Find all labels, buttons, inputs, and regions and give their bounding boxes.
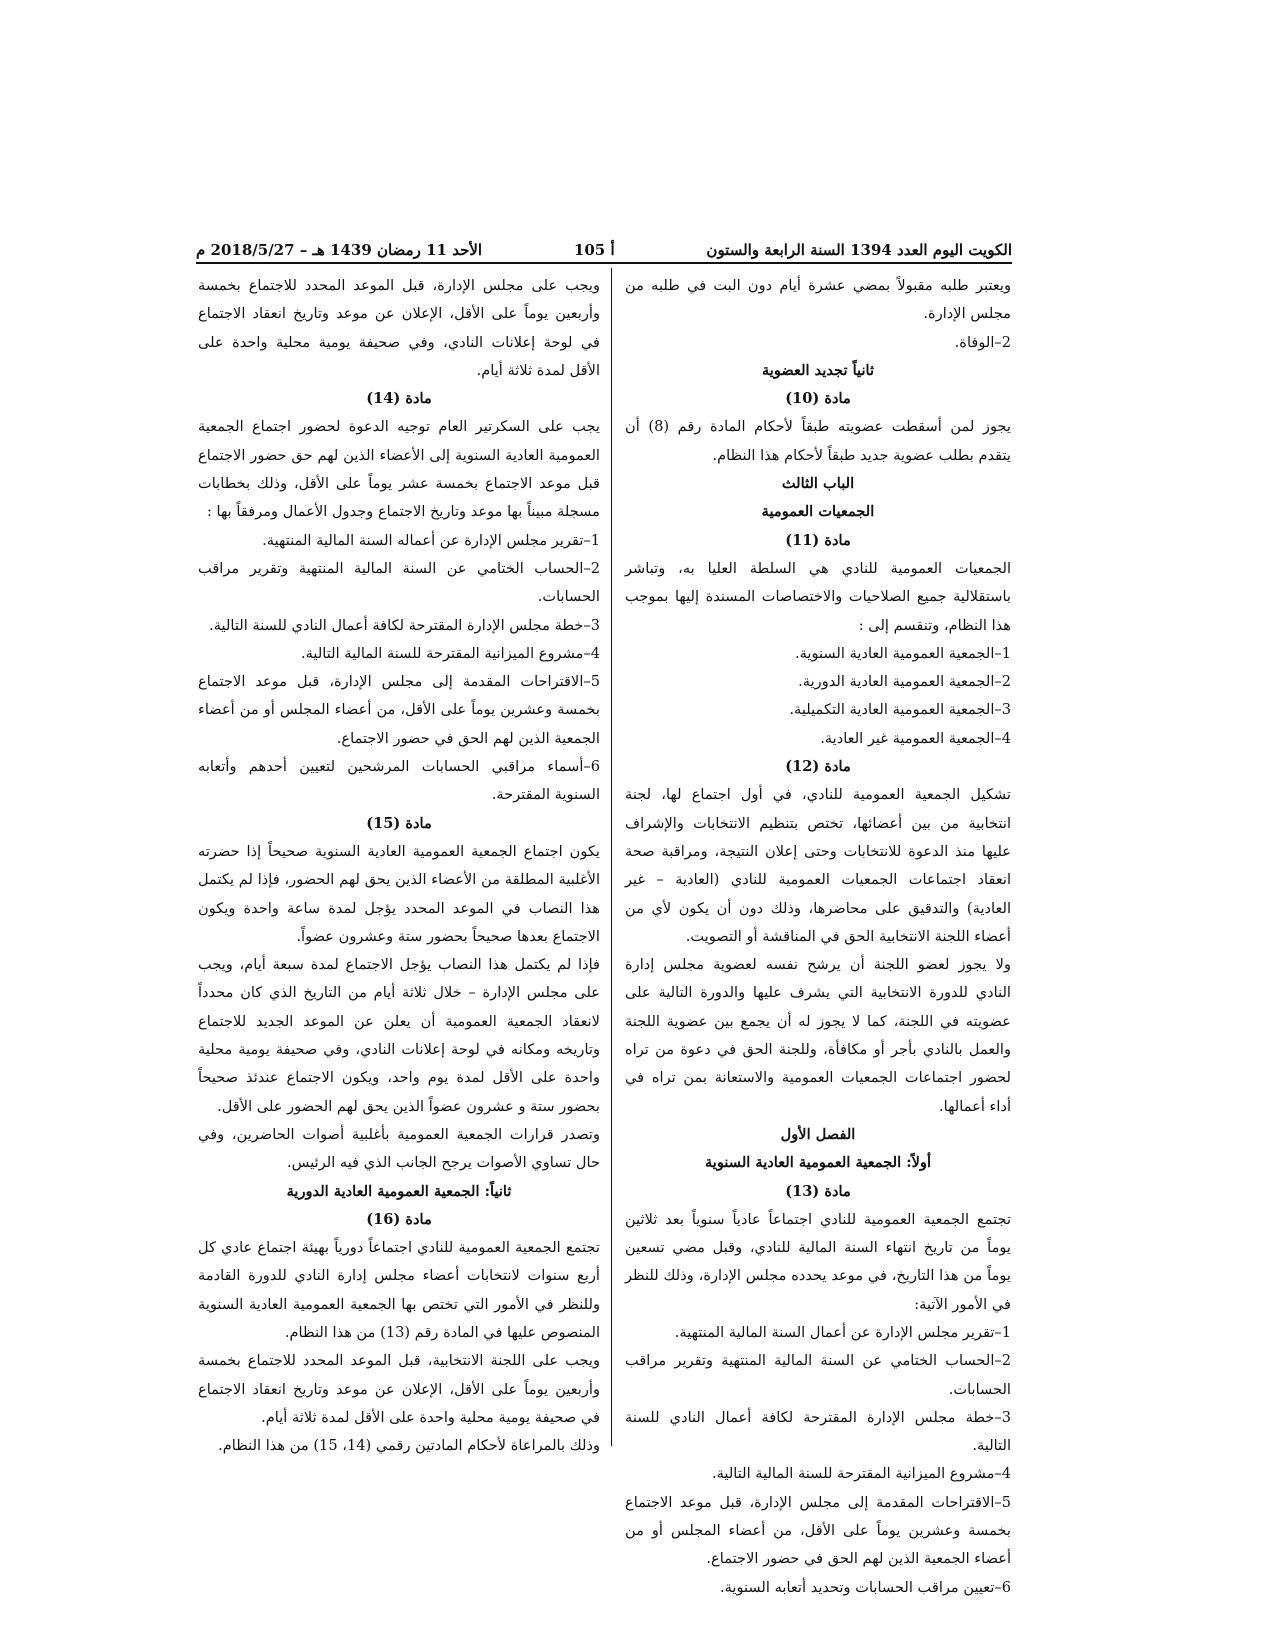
paragraph: 5–الاقتراحات المقدمة إلى مجلس الإدارة، قبل موعد الاجتماع بخمسة وعشرين يوماً على الأقل، من أعضاء المجلس أو من أعضاء الجمعية الذين لهم الحق في حضور الاجتماع. [625, 1493, 1011, 1568]
paragraph: 2–الوفاة. [954, 333, 1011, 351]
paragraph: 4–مشروع الميزانية المقترحة للسنة المالية التالية. [300, 644, 600, 662]
paragraph: 6–أسماء مراقبي الحسابات المرشحين لتعيين أحدهم وأتعابه السنوية المقترحة. [198, 758, 600, 804]
paragraph: 2–الجمعية العمومية العادية الدورية. [798, 673, 1011, 691]
section-heading: مادة (14) [366, 390, 432, 408]
paragraph: وذلك بالمراعاة لأحكام المادتين رقمي (14، 15) من هذا النظام. [218, 1437, 600, 1455]
section-heading: مادة (15) [366, 814, 432, 832]
paragraph: ولا يجوز لعضو اللجنة أن يرشح نفسه لعضوية مجلس إدارة النادي للدورة الانتخابية التي يشرف عليها والدورة التالية على عضويته في اللجنة، كما لا يجوز له أن يجمع بين عضوية اللجنة والعمل بالنادي بأجر أو مكافأة، وللجنة الحق في دعوة من تراه لحضور اجتماعات الجمعيات العمومية والاستعانة بمن تراه في أداء أعمالها. [625, 956, 1011, 1115]
section-heading: ثانياً: الجمعية العمومية العادية الدورية [286, 1182, 512, 1200]
paragraph: تشكيل الجمعية العمومية للنادي، في أول اجتماع لها، لجنة انتخابية من بين أعضائها، تختص بتنظيم الانتخابات والإشراف عليها منذ الدعوة للانتخابات وحتى إعلان النتيجة، ومراقبة صحة انعقاد اجتماعات الجمعيات العمومية للنادي (العادية – غير العادية) والتدقيق على محاضرها، وذلك دون أن يكون لأي من أعضاء اللجنة الانتخابية الحق في المناقشة أو التصويت. [625, 786, 1011, 945]
paragraph: 1–الجمعية العمومية العادية السنوية. [794, 644, 1011, 662]
section-heading: أولاً: الجمعية العمومية العادية السنوية [704, 1154, 932, 1172]
page-number: أ 105 [573, 241, 615, 259]
paragraph: يكون اجتماع الجمعية العمومية العادية السنوية صحيحاً إذا حضرته الأغلبية المطلقة من الأعضاء الذين يحق لهم الحضور، فإذا لم يكتمل هذا النصاب في الموعد المحدد يؤجل لمدة ساعة واحدة ويكون الاجتماع بعدها صحيحاً بحضور ستة وعشرون عضواً. [198, 842, 600, 945]
section-heading: مادة (11) [785, 531, 851, 549]
section-heading: مادة (10) [785, 390, 851, 408]
left-column [198, 272, 600, 1460]
paragraph: 4–مشروع الميزانية المقترحة للسنة المالية التالية. [711, 1465, 1011, 1483]
section-heading: مادة (13) [785, 1182, 851, 1200]
paragraph: الجمعيات العمومية للنادي هي السلطة العليا به، وتباشر باستقلالية جميع الصلاحيات والاختصاصات المسندة إليها بموجب هذا النظام، وتنقسم إلى : [625, 559, 1011, 634]
paragraph: 1–تقرير مجلس الإدارة عن أعمال السنة المالية المنتهية. [674, 1323, 1011, 1341]
section-heading: الباب الثالث [781, 475, 855, 493]
section-heading: مادة (16) [366, 1210, 432, 1228]
paragraph: 3–الجمعية العمومية العادية التكميلية. [789, 701, 1011, 719]
section-heading: الجمعيات العمومية [761, 503, 875, 521]
paragraph: 2–الحساب الختامي عن السنة المالية المنتهية وتقرير مراقب الحسابات. [625, 1352, 1011, 1398]
paragraph: 3–خطة مجلس الإدارة المقترحة لكافة أعمال النادي للسنة التالية. [209, 616, 600, 634]
paragraph: يجب على السكرتير العام توجيه الدعوة لحضور اجتماع الجمعية العمومية العادية السنوية إلى الأعضاء الذين لهم حق حضور الاجتماع قبل موعد الاجتماع بخمسة عشر يوماً على الأقل، وذلك بخطابات مسجلة مبيناً بها موعد وتاريخ الاجتماع وجدول الأعمال ومرفقاً بها : [198, 418, 600, 521]
paragraph: ويجب على مجلس الإدارة، قبل الموعد المحدد للاجتماع بخمسة وأربعين يوماً على الأقل، الإعلان عن موعد وتاريخ انعقاد الاجتماع في لوحة إعلانات النادي، وفي صحيفة يومية محلية واحدة على الأقل لمدة ثلاثة أيام. [198, 277, 600, 379]
right-column [625, 272, 1011, 1602]
paragraph: 2–الحساب الختامي عن السنة المالية المنتهية وتقرير مراقب الحسابات. [198, 559, 600, 606]
column-divider [611, 268, 612, 1446]
paragraph: ويجب على اللجنة الانتخابية، قبل الموعد المحدد للاجتماع بخمسة وأربعين يوماً على الأقل، الإعلان عن موعد وتاريخ انعقاد الاجتماع في صحيفة يومية محلية واحدة على الأقل لمدة ثلاثة أيام. [198, 1352, 600, 1426]
paragraph: 1–تقرير مجلس الإدارة عن أعماله السنة المالية المنتهية. [262, 531, 600, 549]
issue-date: الأحد 11 رمضان 1439 هـ – 2018/5/27 م [196, 241, 483, 259]
paragraph: 5–الاقتراحات المقدمة إلى مجلس الإدارة، قبل موعد الاجتماع بخمسة وعشرين يوماً على الأقل، من أعضاء المجلس أو من أعضاء الجمعية الذين لهم الحق في حضور الاجتماع. [198, 673, 600, 747]
paragraph: تجتمع الجمعية العمومية للنادي اجتماعاً دورياً بهيئة اجتماع عادي كل أربع سنوات لانتخابات أعضاء مجلس إدارة النادي للدورة القادمة وللنظر في الأمور التي تختص بها الجمعية العمومية العادية السنوية المنصوص عليها في المادة رقم (13) من هذا النظام. [198, 1239, 600, 1341]
paragraph: وتصدر قرارات الجمعية العمومية بأغلبية أصوات الحاضرين، وفي حال تساوي الأصوات يرجح الجانب الذي فيه الرئيس. [198, 1125, 600, 1172]
page-header [196, 236, 1012, 264]
paragraph: يجوز لمن أسقطت عضويته طبقاً لأحكام المادة رقم (8) أن يتقدم بطلب عضوية جديد طبقاً لأحكام هذا النظام. [625, 418, 1011, 464]
paragraph: 6–تعيين مراقب الحسابات وتحديد أتعابه السنوية. [719, 1578, 1011, 1596]
section-heading: الفصل الأول [780, 1125, 856, 1143]
paragraph: فإذا لم يكتمل هذا النصاب يؤجل الاجتماع لمدة سبعة أيام، ويجب على مجلس الإدارة – خلال ثلاثة أيام من التاريخ الذي كان محدداً لانعقاد الجمعية العمومية أن يعلن عن الموعد الجديد للاجتماع وتاريخه ومكانه في لوحة إعلانات النادي، وفي صحيفة يومية محلية واحدة على الأقل لمدة يوم واحد، ويكون الاجتماع عندئذ صحيحاً بحضور ستة و عشرون عضواً الذين يحق لهم الحضور على الأقل. [198, 956, 600, 1115]
paragraph: تجتمع الجمعية العمومية للنادي اجتماعاً عادياً سنوياً بعد ثلاثين يوماً من تاريخ انتهاء السنة المالية للنادي، وقبل مضي تسعين يوماً من هذا التاريخ، في موعد يحدده مجلس الإدارة، وذلك للنظر في الأمور الآتية: [625, 1210, 1011, 1313]
section-heading: ثانياً تجديد العضوية [761, 361, 875, 379]
paragraph: 4–الجمعية العمومية غير العادية. [820, 729, 1011, 747]
publication-title: الكويت اليوم العدد 1394 السنة الرابعة والستون [706, 241, 1012, 259]
paragraph: ويعتبر طلبه مقبولاً بمضي عشرة أيام دون البت في طلبه من مجلس الإدارة. [625, 277, 1011, 323]
paragraph: 3–خطة مجلس الإدارة المقترحة لكافة أعمال النادي للسنة التالية. [625, 1408, 1011, 1455]
section-heading: مادة (12) [785, 758, 851, 776]
